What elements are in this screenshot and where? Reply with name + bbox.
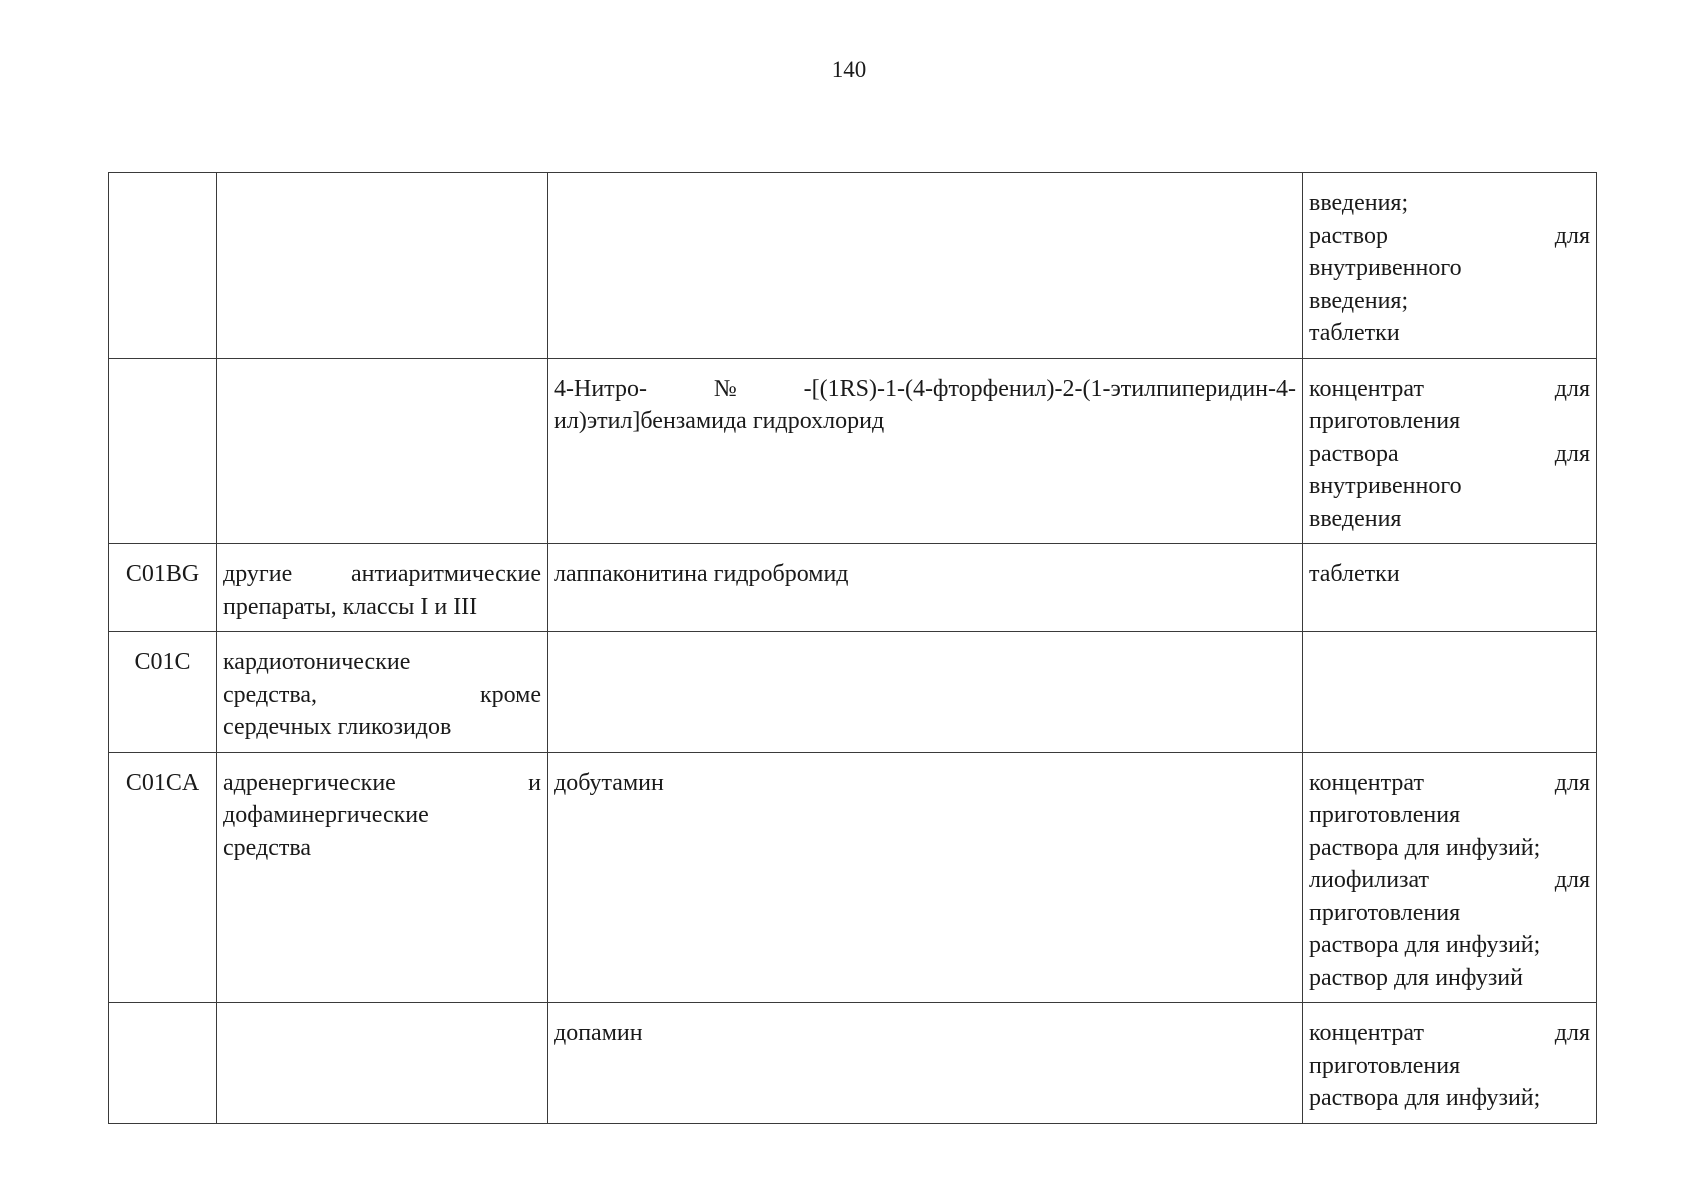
table-row bbox=[109, 173, 1597, 359]
pharmacological-group-cell bbox=[217, 632, 548, 753]
atc-code-cell: C01C bbox=[109, 632, 217, 753]
dosage-form-line: приготовления bbox=[1309, 1052, 1461, 1079]
dosage-form-line: введения; bbox=[1309, 287, 1409, 314]
drug-name-cell bbox=[548, 173, 1303, 359]
dosage-form-line: раствор для bbox=[1309, 222, 1590, 249]
dosage-form-line: внутривенного bbox=[1309, 255, 1462, 281]
table-row bbox=[109, 1003, 1597, 1124]
dosage-form-cell bbox=[1303, 632, 1597, 753]
group-line: сердечных гликозидов bbox=[223, 714, 452, 740]
table-row bbox=[109, 544, 1597, 632]
pharmacological-group-cell bbox=[217, 752, 548, 1003]
drug-table bbox=[108, 172, 1597, 1124]
atc-code-cell bbox=[109, 173, 217, 359]
dosage-form-line: введения bbox=[1309, 505, 1402, 532]
dosage-form-line: раствора для инфузий; bbox=[1309, 1085, 1541, 1111]
drug-name-cell: 4-Нитро-№-[(1RS)-1-(4-фторфенил)-2-(1-этилпиперидин-4-ил)этил]бензамида гидрохлорид bbox=[548, 358, 1303, 544]
dosage-form-cell bbox=[1303, 358, 1597, 544]
dosage-form-cell bbox=[1303, 173, 1597, 359]
group-line: другие антиаритмические bbox=[223, 561, 541, 587]
dosage-form-line: концентрат для bbox=[1309, 375, 1590, 402]
dosage-form-line: приготовления bbox=[1309, 408, 1461, 434]
group-line: средства bbox=[223, 834, 312, 861]
drug-name-cell: добутамин bbox=[548, 752, 1303, 1003]
dosage-form-line: раствор для инфузий bbox=[1309, 964, 1523, 991]
table-row bbox=[109, 752, 1597, 1003]
table-body bbox=[109, 173, 1597, 1124]
atc-code-cell: C01CA bbox=[109, 752, 217, 1003]
atc-code-cell bbox=[109, 358, 217, 544]
pharmacological-group-cell bbox=[217, 1003, 548, 1124]
group-line: средства, кроме bbox=[223, 681, 541, 708]
group-line: адренергические и bbox=[223, 769, 541, 796]
dosage-form-line: концентрат для bbox=[1309, 1020, 1590, 1046]
dosage-form-line: приготовления bbox=[1309, 899, 1461, 926]
table-row bbox=[109, 358, 1597, 544]
atc-code-cell bbox=[109, 1003, 217, 1124]
group-line: препараты, классы I и III bbox=[223, 593, 478, 620]
dosage-form-line: раствора для инфузий; bbox=[1309, 834, 1541, 861]
dosage-form-cell bbox=[1303, 544, 1597, 632]
dosage-form-line: раствора для инфузий; bbox=[1309, 932, 1541, 958]
drug-name-cell: лаппаконитина гидробромид bbox=[548, 544, 1303, 632]
drug-name-cell bbox=[548, 632, 1303, 753]
dosage-form-line: таблетки bbox=[1309, 320, 1400, 346]
table-row bbox=[109, 632, 1597, 753]
group-line: дофаминергические bbox=[223, 802, 429, 828]
dosage-form-cell bbox=[1303, 1003, 1597, 1124]
dosage-form-cell bbox=[1303, 752, 1597, 1003]
dosage-form-line: приготовления bbox=[1309, 802, 1461, 828]
pharmacological-group-cell bbox=[217, 173, 548, 359]
dosage-form-line: внутривенного bbox=[1309, 473, 1462, 499]
pharmacological-group-cell bbox=[217, 544, 548, 632]
page-number: 140 bbox=[831, 57, 867, 82]
dosage-form-line: раствора для bbox=[1309, 440, 1590, 467]
dosage-form-line: введения; bbox=[1309, 190, 1409, 216]
atc-code-cell: C01BG bbox=[109, 544, 217, 632]
dosage-form-line: таблетки bbox=[1309, 561, 1400, 587]
pharmacological-group-cell bbox=[217, 358, 548, 544]
dosage-form-line: концентрат для bbox=[1309, 769, 1590, 796]
dosage-form-line: лиофилизат для bbox=[1309, 867, 1590, 893]
group-line: кардиотонические bbox=[223, 649, 411, 675]
drug-name-cell: допамин bbox=[548, 1003, 1303, 1124]
